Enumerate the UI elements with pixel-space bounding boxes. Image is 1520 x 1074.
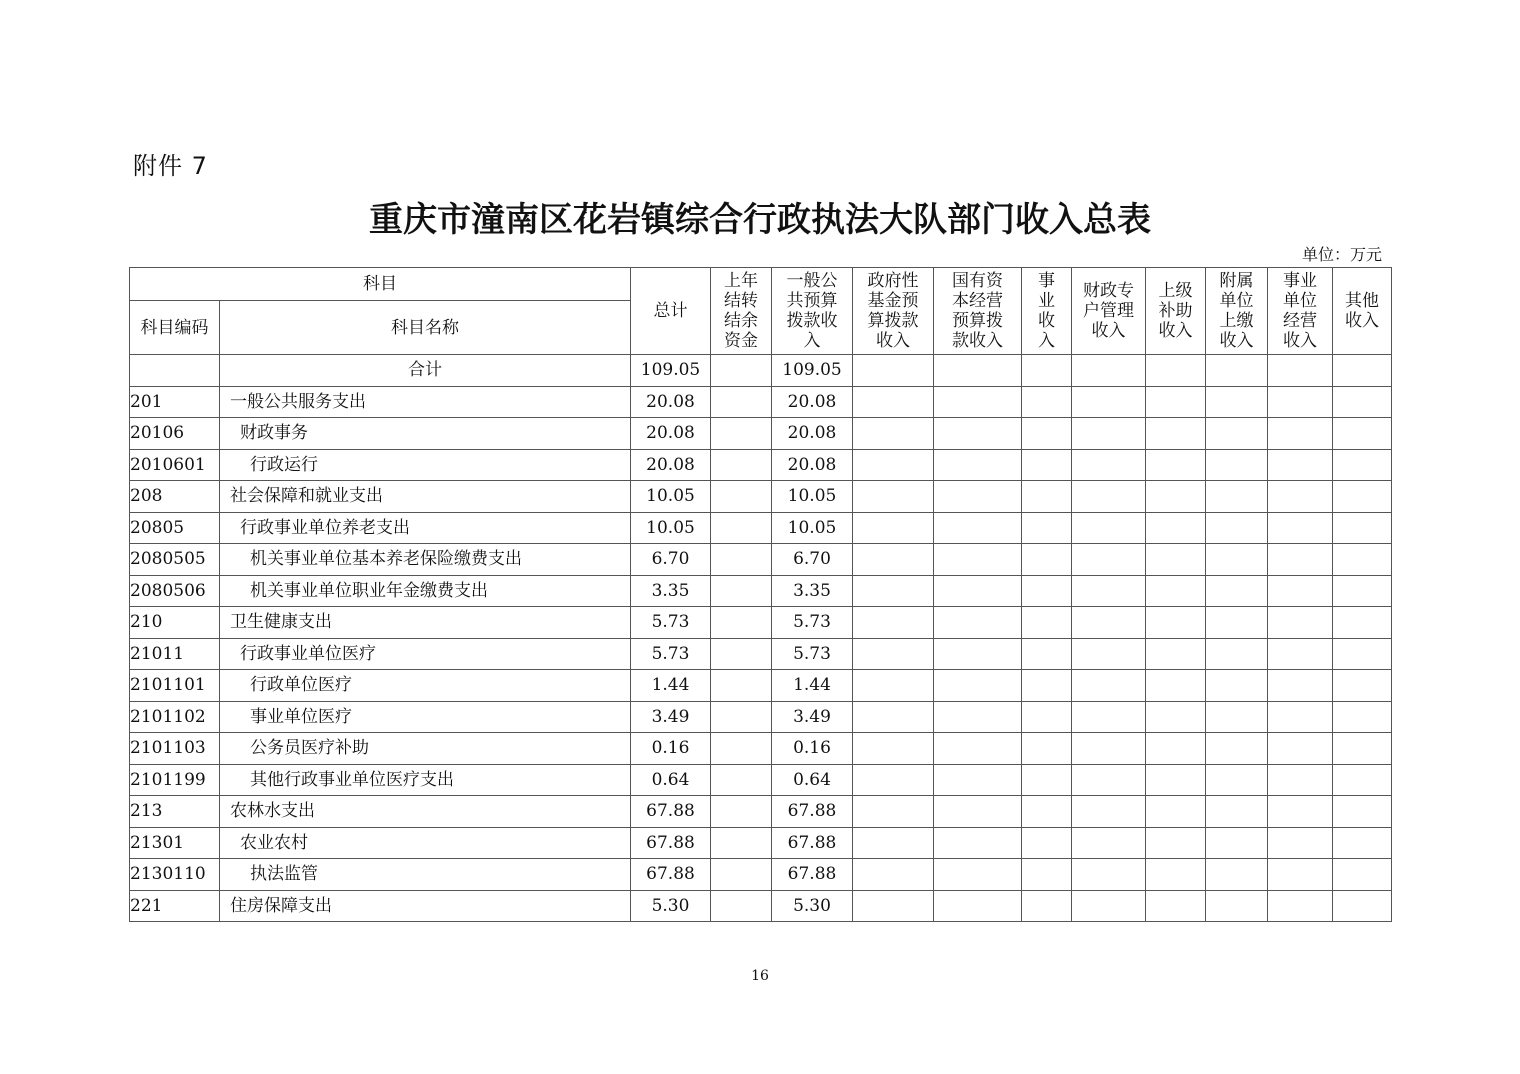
empty-cell (934, 386, 1022, 418)
empty-cell (1072, 638, 1146, 670)
empty-cell (1072, 670, 1146, 702)
empty-cell (1268, 890, 1333, 922)
header-line: 业 (1038, 291, 1055, 311)
empty-cell (1206, 481, 1268, 513)
subject-name: 机关事业单位职业年金缴费支出 (220, 575, 631, 607)
empty-cell (934, 544, 1022, 576)
empty-cell (1206, 890, 1268, 922)
subject-code: 2010601 (130, 449, 220, 481)
empty-cell (1268, 386, 1333, 418)
header-line: 政府性 (867, 271, 919, 291)
header-col (1072, 268, 1146, 355)
subject-name: 财政事务 (220, 418, 631, 450)
attachment-label: 附件 7 (133, 152, 208, 180)
empty-cell (934, 607, 1022, 639)
empty-cell (1022, 764, 1072, 796)
empty-cell (1022, 827, 1072, 859)
subject-code: 2080506 (130, 575, 220, 607)
subject-name: 住房保障支出 (220, 890, 631, 922)
empty-cell (1268, 827, 1333, 859)
empty-cell (1333, 796, 1392, 828)
empty-cell (1146, 575, 1206, 607)
empty-cell (853, 481, 934, 513)
header-line: 附属 (1219, 271, 1254, 291)
empty-cell (1072, 575, 1146, 607)
header-line: 上年 (724, 271, 758, 291)
empty-cell (1072, 607, 1146, 639)
header-line: 单位 (1219, 291, 1254, 311)
empty-cell (1206, 733, 1268, 765)
header-subject-code: 科目编码 (130, 301, 220, 355)
empty-cell (1268, 859, 1333, 891)
unit-label: 单位：万元 (1301, 245, 1382, 264)
header-line: 收入 (1219, 331, 1254, 351)
general-budget-cell: 5.30 (772, 890, 853, 922)
subject-name: 社会保障和就业支出 (220, 481, 631, 513)
general-budget-cell: 0.16 (772, 733, 853, 765)
carryover-cell (711, 890, 772, 922)
empty-cell (1146, 796, 1206, 828)
table-row (130, 638, 1392, 670)
empty-cell (853, 670, 934, 702)
subject-code: 213 (130, 796, 220, 828)
empty-cell (1206, 512, 1268, 544)
header-line: 结余 (724, 311, 758, 331)
empty-cell (1333, 607, 1392, 639)
empty-cell (1206, 796, 1268, 828)
empty-cell (934, 449, 1022, 481)
empty-cell (1072, 890, 1146, 922)
empty-cell (1333, 512, 1392, 544)
empty-cell (1072, 827, 1146, 859)
total-cell: 10.05 (631, 512, 711, 544)
empty-cell (1072, 386, 1146, 418)
header-col (711, 268, 772, 355)
subject-code: 21301 (130, 827, 220, 859)
empty-cell (1022, 544, 1072, 576)
subject-name: 行政运行 (220, 449, 631, 481)
table-row (130, 764, 1392, 796)
header-col (1206, 268, 1268, 355)
empty-cell (1146, 418, 1206, 450)
subject-name: 其他行政事业单位医疗支出 (220, 764, 631, 796)
general-budget-cell: 6.70 (772, 544, 853, 576)
empty-cell (1268, 607, 1333, 639)
subject-code: 21011 (130, 638, 220, 670)
table-row (130, 449, 1392, 481)
table-row (130, 512, 1392, 544)
empty-cell (853, 575, 934, 607)
empty-cell (934, 890, 1022, 922)
header-line: 财政专 (1083, 281, 1134, 301)
empty-cell (1206, 386, 1268, 418)
empty-cell (1146, 670, 1206, 702)
carryover-cell (711, 827, 772, 859)
header-line: 事 (1038, 271, 1055, 291)
empty-cell (934, 575, 1022, 607)
total-cell: 20.08 (631, 418, 711, 450)
header-line: 国有资 (952, 271, 1003, 291)
carryover-cell (711, 386, 772, 418)
empty-cell (853, 449, 934, 481)
subject-code: 208 (130, 481, 220, 513)
empty-cell (1206, 670, 1268, 702)
empty-cell (853, 418, 934, 450)
total-cell: 5.73 (631, 607, 711, 639)
empty-cell (853, 607, 934, 639)
empty-cell (934, 859, 1022, 891)
carryover-cell (711, 733, 772, 765)
table-row (130, 796, 1392, 828)
header-line: 拨款收 (786, 311, 838, 331)
subject-code: 20805 (130, 512, 220, 544)
header-line: 预算拨 (952, 311, 1003, 331)
empty-cell (1268, 764, 1333, 796)
total-carryover (711, 355, 772, 387)
empty-cell (1268, 701, 1333, 733)
total-cell: 67.88 (631, 827, 711, 859)
subject-name: 一般公共服务支出 (220, 386, 631, 418)
total-cell: 67.88 (631, 859, 711, 891)
empty-cell (1333, 670, 1392, 702)
empty-cell (934, 796, 1022, 828)
subject-name: 卫生健康支出 (220, 607, 631, 639)
empty-cell (1206, 638, 1268, 670)
subject-code: 2101199 (130, 764, 220, 796)
general-budget-cell: 5.73 (772, 638, 853, 670)
general-budget-cell: 0.64 (772, 764, 853, 796)
empty-cell (1072, 418, 1146, 450)
empty-cell (1268, 418, 1333, 450)
carryover-cell (711, 512, 772, 544)
header-col (853, 268, 934, 355)
empty-cell (1206, 418, 1268, 450)
empty-cell (1268, 670, 1333, 702)
header-subject-name: 科目名称 (220, 301, 631, 355)
empty-cell (1022, 607, 1072, 639)
general-budget-cell: 3.49 (772, 701, 853, 733)
total-cell: 10.05 (631, 481, 711, 513)
empty-cell (853, 764, 934, 796)
empty-cell (1022, 512, 1072, 544)
empty-cell (1268, 638, 1333, 670)
empty-cell (1206, 827, 1268, 859)
general-budget-cell: 20.08 (772, 386, 853, 418)
carryover-cell (711, 638, 772, 670)
empty-cell (1022, 890, 1072, 922)
subject-code: 2130110 (130, 859, 220, 891)
subject-code: 20106 (130, 418, 220, 450)
empty-cell (1206, 544, 1268, 576)
empty-cell (1022, 701, 1072, 733)
carryover-cell (711, 481, 772, 513)
empty-cell (853, 512, 934, 544)
empty-cell (1206, 449, 1268, 481)
empty-cell (1072, 796, 1146, 828)
empty-cell (1333, 418, 1392, 450)
empty-cell (1146, 481, 1206, 513)
empty-cell (1268, 796, 1333, 828)
empty-cell (1206, 607, 1268, 639)
general-budget-cell: 20.08 (772, 418, 853, 450)
empty-cell (1268, 449, 1333, 481)
empty-cell (853, 701, 934, 733)
total-general-budget: 109.05 (772, 355, 853, 387)
header-line: 一般公 (786, 271, 838, 291)
empty-cell (853, 859, 934, 891)
empty-cell (1333, 859, 1392, 891)
subject-name: 农林水支出 (220, 796, 631, 828)
header-line: 款收入 (952, 331, 1003, 351)
header-line: 入 (803, 331, 821, 351)
general-budget-cell: 20.08 (772, 449, 853, 481)
document-title: 重庆市潼南区花岩镇综合行政执法大队部门收入总表 (369, 200, 1151, 240)
header-line: 共预算 (786, 291, 838, 311)
empty-cell (1146, 701, 1206, 733)
subject-name: 行政事业单位医疗 (220, 638, 631, 670)
empty-cell (934, 733, 1022, 765)
subject-code: 221 (130, 890, 220, 922)
general-budget-cell: 67.88 (772, 796, 853, 828)
subject-code: 2101103 (130, 733, 220, 765)
empty-cell (1333, 701, 1392, 733)
total-cell: 67.88 (631, 796, 711, 828)
empty-cell (1333, 890, 1392, 922)
table-row (130, 701, 1392, 733)
empty-cell (1206, 575, 1268, 607)
empty-cell (853, 733, 934, 765)
header-line: 收入 (1158, 321, 1193, 341)
general-budget-cell: 10.05 (772, 481, 853, 513)
header-col (1333, 268, 1392, 355)
empty-cell (1146, 607, 1206, 639)
table-row (130, 827, 1392, 859)
empty-cell (1146, 764, 1206, 796)
header-line: 单位 (1283, 291, 1317, 311)
empty-cell (934, 827, 1022, 859)
general-budget-cell: 5.73 (772, 607, 853, 639)
header-line: 经营 (1283, 311, 1317, 331)
total-cell: 3.49 (631, 701, 711, 733)
empty-cell (853, 827, 934, 859)
table-row (130, 890, 1392, 922)
general-budget-cell: 3.35 (772, 575, 853, 607)
empty-cell (1206, 701, 1268, 733)
income-summary-table (129, 267, 1392, 922)
header-line: 上级 (1158, 281, 1193, 301)
total-value: 109.05 (631, 355, 711, 387)
table-row (130, 575, 1392, 607)
header-line: 其他 (1345, 291, 1379, 311)
table-row (130, 670, 1392, 702)
empty-cell (853, 386, 934, 418)
empty-cell (1333, 386, 1392, 418)
header-subject: 科目 (130, 268, 631, 301)
empty-cell (1022, 796, 1072, 828)
empty-cell (853, 890, 934, 922)
page-number: 16 (751, 968, 769, 984)
general-budget-cell: 67.88 (772, 827, 853, 859)
header-line: 上缴 (1219, 311, 1254, 331)
subject-name: 行政单位医疗 (220, 670, 631, 702)
empty-cell (853, 796, 934, 828)
table-row (130, 607, 1392, 639)
empty-cell (934, 638, 1022, 670)
empty-cell (1206, 859, 1268, 891)
empty-cell (1333, 544, 1392, 576)
empty-cell (1072, 544, 1146, 576)
empty-cell (934, 512, 1022, 544)
general-budget-cell: 67.88 (772, 859, 853, 891)
table-row (130, 544, 1392, 576)
empty-cell (1146, 859, 1206, 891)
empty-cell (1072, 701, 1146, 733)
empty-cell (1333, 733, 1392, 765)
total-cell: 20.08 (631, 449, 711, 481)
total-cell: 5.30 (631, 890, 711, 922)
header-line: 收入 (876, 331, 910, 351)
header-line: 收入 (1091, 321, 1126, 341)
empty-cell (1072, 449, 1146, 481)
empty-cell (1146, 386, 1206, 418)
empty-cell (1072, 764, 1146, 796)
carryover-cell (711, 796, 772, 828)
header-line: 补助 (1158, 301, 1193, 321)
empty-cell (934, 670, 1022, 702)
header-total: 总计 (631, 268, 711, 355)
empty-cell (1268, 481, 1333, 513)
empty-cell (1268, 575, 1333, 607)
general-budget-cell: 10.05 (772, 512, 853, 544)
empty-cell (1206, 764, 1268, 796)
subject-code: 2080505 (130, 544, 220, 576)
total-cell: 0.64 (631, 764, 711, 796)
header-line: 收入 (1345, 311, 1379, 331)
subject-name: 事业单位医疗 (220, 701, 631, 733)
header-line: 本经营 (952, 291, 1003, 311)
empty-cell (1022, 575, 1072, 607)
total-cell: 3.35 (631, 575, 711, 607)
empty-cell (1333, 449, 1392, 481)
empty-cell (1146, 890, 1206, 922)
header-col (772, 268, 853, 355)
empty-cell (1022, 449, 1072, 481)
empty-cell (1146, 827, 1206, 859)
empty-cell (1268, 512, 1333, 544)
subject-name: 机关事业单位基本养老保险缴费支出 (220, 544, 631, 576)
table-row (130, 481, 1392, 513)
empty-cell (1072, 859, 1146, 891)
empty-cell (1333, 638, 1392, 670)
empty-cell (1022, 859, 1072, 891)
empty-cell (1268, 733, 1333, 765)
total-cell: 0.16 (631, 733, 711, 765)
header-col (934, 268, 1022, 355)
subject-name: 执法监管 (220, 859, 631, 891)
empty-cell (853, 638, 934, 670)
empty-cell (1072, 733, 1146, 765)
empty-cell (1072, 481, 1146, 513)
empty-cell (1268, 544, 1333, 576)
header-line: 结转 (724, 291, 758, 311)
header-line: 资金 (724, 331, 758, 351)
empty-cell (1022, 733, 1072, 765)
header-line: 收入 (1283, 331, 1317, 351)
empty-cell (1146, 733, 1206, 765)
subject-name: 公务员医疗补助 (220, 733, 631, 765)
subject-name: 行政事业单位养老支出 (220, 512, 631, 544)
header-col (1146, 268, 1206, 355)
empty-cell (1333, 827, 1392, 859)
header-line: 入 (1038, 331, 1055, 351)
empty-cell (1146, 544, 1206, 576)
total-cell: 5.73 (631, 638, 711, 670)
total-cell: 20.08 (631, 386, 711, 418)
empty-cell (1072, 512, 1146, 544)
empty-cell (1146, 449, 1206, 481)
table-row (130, 386, 1392, 418)
empty-cell (934, 481, 1022, 513)
empty-cell (1146, 512, 1206, 544)
carryover-cell (711, 859, 772, 891)
empty-cell (853, 544, 934, 576)
empty-cell (1333, 481, 1392, 513)
header-line: 算拨款 (867, 311, 919, 331)
empty-cell (1333, 764, 1392, 796)
empty-cell (934, 418, 1022, 450)
header-col (1022, 268, 1072, 355)
carryover-cell (711, 607, 772, 639)
carryover-cell (711, 575, 772, 607)
carryover-cell (711, 670, 772, 702)
header-col (1268, 268, 1333, 355)
carryover-cell (711, 418, 772, 450)
subject-code: 210 (130, 607, 220, 639)
total-row (130, 355, 1392, 387)
header-line: 基金预 (867, 291, 919, 311)
empty-cell (934, 764, 1022, 796)
total-cell: 1.44 (631, 670, 711, 702)
total-label: 合计 (220, 355, 631, 387)
header-line: 收 (1038, 311, 1055, 331)
empty-cell (934, 701, 1022, 733)
subject-code: 2101102 (130, 701, 220, 733)
header-line: 户管理 (1083, 301, 1134, 321)
total-cell: 6.70 (631, 544, 711, 576)
carryover-cell (711, 764, 772, 796)
table-body (130, 386, 1392, 922)
empty-cell (1022, 481, 1072, 513)
general-budget-cell: 1.44 (772, 670, 853, 702)
empty-cell (1333, 575, 1392, 607)
subject-code: 201 (130, 386, 220, 418)
subject-code: 2101101 (130, 670, 220, 702)
carryover-cell (711, 701, 772, 733)
empty-cell (1146, 638, 1206, 670)
table-row (130, 859, 1392, 891)
carryover-cell (711, 544, 772, 576)
table-row (130, 733, 1392, 765)
empty-cell (1022, 418, 1072, 450)
header-line: 事业 (1283, 271, 1317, 291)
table-row (130, 418, 1392, 450)
subject-name: 农业农村 (220, 827, 631, 859)
carryover-cell (711, 449, 772, 481)
empty-cell (1022, 670, 1072, 702)
empty-cell (1022, 386, 1072, 418)
empty-cell (1022, 638, 1072, 670)
